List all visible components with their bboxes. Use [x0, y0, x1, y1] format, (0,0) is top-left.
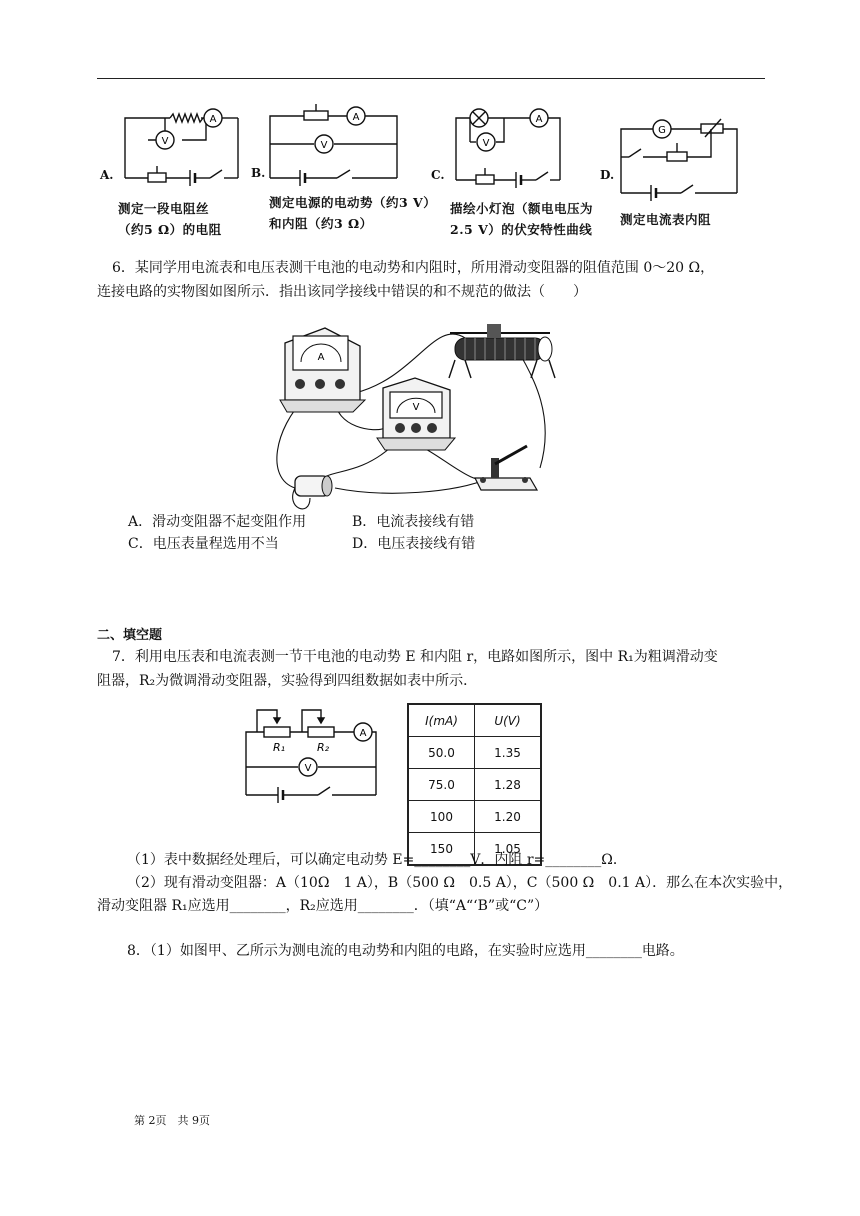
switch-device: [475, 446, 537, 490]
table-row: [408, 737, 541, 769]
circuit-d-letter: D.: [600, 168, 615, 182]
q7-stem-line2: 阻器，R₂为微调滑动变阻器，实验得到四组数据如表中所示．: [97, 673, 478, 689]
q7-sub2-line2: 滑动变阻器 R₁应选用________，R₂应选用________．（填“A“‘B”或“C”）: [97, 898, 549, 914]
circuit-d-diagram: [615, 115, 745, 200]
table-cell: 1.28: [475, 769, 542, 801]
circuit-a-diagram: [110, 100, 240, 195]
table-cell: 50.0: [408, 737, 475, 769]
voltmeter-face-label: V: [412, 402, 420, 413]
q7-circuit-diagram: [240, 705, 385, 805]
voltmeter-label: V: [161, 136, 169, 147]
ammeter-label: A: [352, 112, 360, 123]
header-rule: [97, 78, 765, 79]
q6-option-c: C．电压表量程选用不当: [128, 536, 279, 552]
circuit-c-letter: C.: [431, 168, 445, 182]
caption-line: 描绘小灯泡（额电电压为: [450, 201, 594, 216]
table-header: I(mA): [408, 704, 475, 737]
ammeter-label: A: [359, 728, 367, 739]
caption-line: （约5 Ω）的电阻: [118, 222, 222, 237]
voltmeter-label: V: [482, 138, 490, 149]
ammeter-label: A: [535, 114, 543, 125]
voltmeter-device: [377, 378, 455, 450]
table-cell: 150: [408, 833, 475, 866]
battery-device: [295, 476, 332, 496]
q6-apparatus-figure: [265, 318, 565, 508]
r1-label: R₁: [273, 741, 286, 754]
section-title: 二、填空题: [97, 628, 163, 643]
circuit-d-caption: [620, 209, 711, 230]
caption-line: 测定电源的电动势（约3 V）: [269, 195, 437, 210]
r2-label: R₂: [317, 741, 330, 754]
circuit-a-letter: A.: [100, 168, 114, 182]
circuit-b-caption: [269, 192, 436, 234]
q6-option-d: D．电压表接线有错: [352, 536, 476, 552]
voltmeter-label: V: [320, 140, 328, 151]
circuit-a-caption: [118, 198, 222, 240]
q7-sub1: （1）表中数据经处理后，可以确定电动势 E=________V．内阻 r=________Ω．: [127, 852, 627, 868]
q7-stem-line1: 7．利用电压表和电流表测一节干电池的电动势 E 和内阻 r，电路如图所示，图中 R₁为粗调滑动变: [112, 649, 718, 665]
table-row: [408, 769, 541, 801]
rheostat-device: [449, 324, 555, 378]
q6-option-b: B．电流表接线有错: [352, 514, 475, 530]
caption-line: 和内阻（约3 Ω）: [269, 216, 373, 231]
page-footer: 第 2页 共 9页: [134, 1114, 210, 1127]
q7-data-table: [407, 703, 542, 866]
circuit-c-diagram: [448, 100, 578, 195]
ammeter-label: A: [209, 114, 217, 125]
q7-sub2-line1: （2）现有滑动变阻器：A（10Ω 1 A），B（500 Ω 0.5 A），C（500 Ω 0.1 A）．那么在本次实验中，: [127, 875, 793, 891]
ammeter-face-label: A: [317, 352, 325, 363]
circuit-b-letter: B.: [251, 166, 266, 180]
voltmeter-label: V: [304, 763, 312, 774]
caption-line: 测定电流表内阻: [620, 212, 712, 227]
q6-option-a: A．滑动变阻器不起变阻作用: [128, 514, 307, 530]
table-row: [408, 801, 541, 833]
caption-line: 2.5 V）的伏安特性曲线: [450, 222, 593, 237]
circuit-b-diagram: [262, 108, 402, 188]
caption-line: 测定一段电阻丝: [118, 201, 210, 216]
table-cell: 100: [408, 801, 475, 833]
table-cell: 1.20: [475, 801, 542, 833]
table-header: U(V): [475, 704, 542, 737]
table-header-row: [408, 704, 541, 737]
circuit-c-caption: [450, 198, 593, 240]
q8-stem-line1: 8．（1）如图甲、乙所示为测电流的电动势和内阻的电路，在实验时应选用________电路。: [127, 943, 684, 959]
table-cell: 75.0: [408, 769, 475, 801]
galvanometer-label: G: [658, 125, 666, 136]
ammeter-device: [280, 328, 365, 412]
table-cell: 1.05: [475, 833, 542, 866]
q6-stem-line1: 6．某同学用电流表和电压表测干电池的电动势和内阻时，所用滑动变阻器的阻值范围 0～20 Ω，: [112, 260, 715, 276]
q6-stem-line2: 连接电路的实物图如图所示．指出该同学接线中错误的和不规范的做法（ ）: [97, 284, 587, 300]
table-cell: 1.35: [475, 737, 542, 769]
